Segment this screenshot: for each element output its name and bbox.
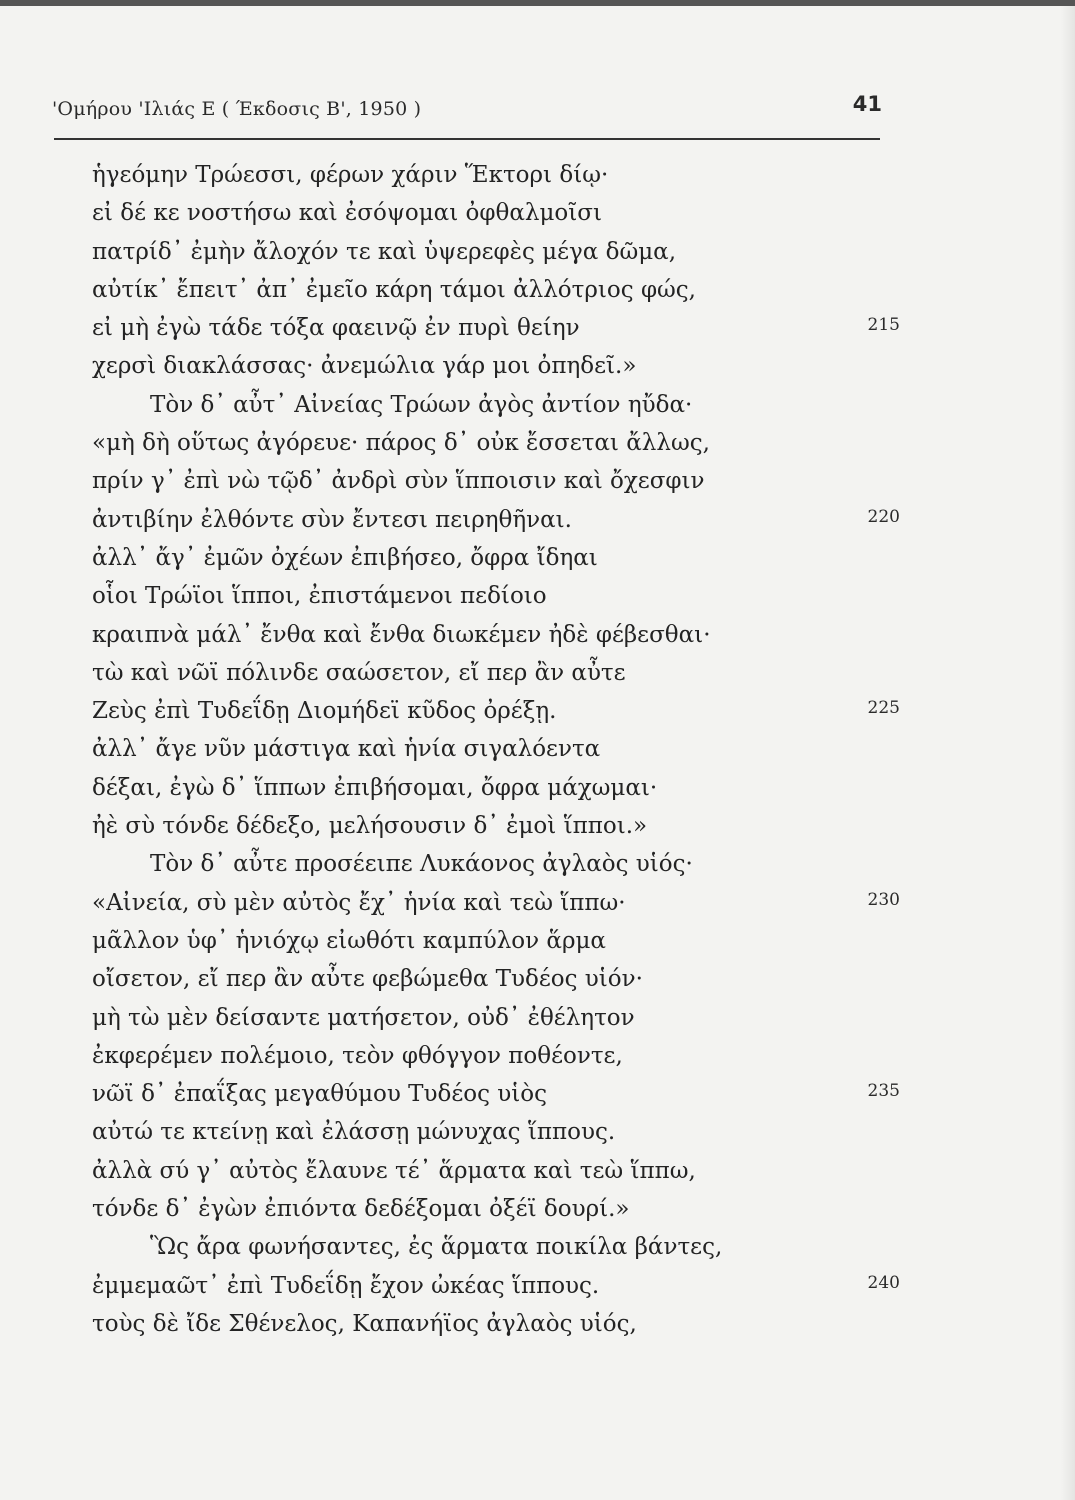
verse-block <box>0 158 1075 1345</box>
line-number: 230 <box>867 889 900 910</box>
scan-top-edge <box>0 0 1075 6</box>
verse-text: Τὸν δ᾽ αὖτ᾽ Αἰνείας Τρώων ἀγὸς ἀντίον ηὔδα· <box>150 391 693 418</box>
verse-line <box>0 541 1075 579</box>
verse-line <box>0 426 1075 464</box>
verse-line <box>0 273 1075 311</box>
verse-text: νῶϊ δ᾽ ἐπαΐξας μεγαθύμου Τυδέος υἱὸς <box>92 1081 548 1108</box>
line-number: 220 <box>867 506 900 527</box>
verse-line <box>0 847 1075 885</box>
verse-line <box>0 656 1075 694</box>
verse-text: εἰ δέ κε νοστήσω καὶ ἐσόψομαι ὀφθαλμοῖσι <box>92 200 602 227</box>
verse-line <box>0 464 1075 502</box>
verse-line <box>0 1154 1075 1192</box>
verse-text: τόνδε δ᾽ ἐγὼν ἐπιόντα δεδέξομαι ὀξέϊ δουρί.» <box>92 1196 630 1223</box>
verse-line <box>0 771 1075 809</box>
verse-text: ἀλλ᾽ ἄγε νῦν μάστιγα καὶ ἡνία σιγαλόεντα <box>92 736 601 763</box>
verse-text: χερσὶ διακλάσσας· ἀνεμώλια γάρ μοι ὀπηδεῖ.» <box>92 353 637 380</box>
verse-text: ἐμμεμαῶτ᾽ ἐπὶ Τυδεΐδῃ ἔχον ὠκέας ἵππους. <box>92 1272 600 1299</box>
verse-line <box>0 196 1075 234</box>
verse-line <box>0 579 1075 617</box>
verse-text: τοὺς δὲ ἴδε Σθένελος, Καπανήϊος ἀγλαὸς υἱός, <box>92 1310 637 1337</box>
line-number: 235 <box>867 1081 900 1102</box>
verse-line <box>0 503 1075 541</box>
verse-text: μᾶλλον ὑφ᾽ ἡνιόχῳ εἰωθότι καμπύλον ἅρμα <box>92 927 606 954</box>
page-number: 41 <box>852 92 882 116</box>
verse-text: μὴ τὼ μὲν δείσαντε ματήσετον, οὐδ᾽ ἐθέλητον <box>92 1004 635 1031</box>
verse-line <box>0 886 1075 924</box>
verse-text: ἀντιβίην ἐλθόντε σὺν ἔντεσι πειρηθῆναι. <box>92 506 572 533</box>
verse-text: αὐτίκ᾽ ἔπειτ᾽ ἀπ᾽ ἐμεῖο κάρη τάμοι ἀλλότριος φώς, <box>92 276 696 303</box>
verse-line <box>0 924 1075 962</box>
verse-text: κραιπνὰ μάλ᾽ ἔνθα καὶ ἔνθα διωκέμεν ἠδὲ φέβεσθαι· <box>92 621 711 648</box>
verse-text: ἠὲ σὺ τόνδε δέδεξο, μελήσουσιν δ᾽ ἐμοὶ ἵπποι.» <box>92 813 648 840</box>
line-number: 240 <box>867 1272 900 1293</box>
verse-text: ἀλλὰ σύ γ᾽ αὐτὸς ἔλαυνε τέ᾽ ἅρματα καὶ τεὼ ἵππω, <box>92 1157 696 1184</box>
verse-line <box>0 1115 1075 1153</box>
verse-line <box>0 349 1075 387</box>
verse-text: ἐκφερέμεν πολέμοιο, τεὸν φθόγγον ποθέοντε, <box>92 1042 623 1069</box>
running-header-title: 'Ομήρου 'Ιλιάς Ε ( Έκδοσις Β', 1950 ) <box>52 98 422 120</box>
header-rule <box>54 138 880 140</box>
verse-line <box>0 962 1075 1000</box>
running-header <box>52 92 882 132</box>
verse-text: Ὣς ἄρα φωνήσαντες, ἐς ἅρματα ποικίλα βάντες, <box>150 1234 723 1261</box>
verse-line <box>0 1001 1075 1039</box>
verse-text: «Αἰνεία, σὺ μὲν αὐτὸς ἔχ᾽ ἡνία καὶ τεὼ ἵππω· <box>92 889 626 916</box>
verse-line <box>0 158 1075 196</box>
verse-text: οἷοι Τρώϊοι ἵπποι, ἐπιστάμενοι πεδίοιο <box>92 583 547 610</box>
verse-line <box>0 1039 1075 1077</box>
verse-line <box>0 694 1075 732</box>
verse-text: ἀλλ᾽ ἄγ᾽ ἐμῶν ὀχέων ἐπιβήσεο, ὄφρα ἴδηαι <box>92 544 598 571</box>
verse-text: δέξαι, ἐγὼ δ᾽ ἵππων ἐπιβήσομαι, ὄφρα μάχωμαι· <box>92 774 658 801</box>
verse-text: εἰ μὴ ἐγὼ τάδε τόξα φαεινῷ ἐν πυρὶ θείην <box>92 315 580 342</box>
verse-line <box>0 809 1075 847</box>
verse-line <box>0 1192 1075 1230</box>
verse-line <box>0 1307 1075 1345</box>
verse-line <box>0 1269 1075 1307</box>
verse-text: Τὸν δ᾽ αὖτε προσέειπε Λυκάονος ἀγλαὸς υἱός· <box>150 851 693 878</box>
verse-text: αὐτώ τε κτείνῃ καὶ ἐλάσσῃ μώνυχας ἵππους. <box>92 1119 616 1146</box>
verse-text: Ζεὺς ἐπὶ Τυδεΐδῃ Διομήδεϊ κῦδος ὀρέξῃ. <box>92 698 557 725</box>
verse-text: οἴσετον, εἴ περ ἂν αὖτε φεβώμεθα Τυδέος υἱόν· <box>92 966 643 993</box>
verse-text: τὼ καὶ νῶϊ πόλινδε σαώσετον, εἴ περ ἂν αὖτε <box>92 659 626 686</box>
verse-text: «μὴ δὴ οὕτως ἀγόρευε· πάρος δ᾽ οὐκ ἔσσεται ἄλλως, <box>92 430 710 457</box>
verse-line <box>0 388 1075 426</box>
verse-text: πρίν γ᾽ ἐπὶ νὼ τῷδ᾽ ἀνδρὶ σὺν ἵπποισιν καὶ ὄχεσφιν <box>92 468 705 495</box>
verse-line <box>0 1077 1075 1115</box>
verse-line <box>0 732 1075 770</box>
verse-line <box>0 235 1075 273</box>
line-number: 215 <box>867 315 900 336</box>
verse-line <box>0 618 1075 656</box>
verse-text: πατρίδ᾽ ἐμὴν ἄλοχόν τε καὶ ὑψερεφὲς μέγα δῶμα, <box>92 238 677 265</box>
verse-line <box>0 1230 1075 1268</box>
verse-text: ἡγεόμην Τρώεσσι, φέρων χάριν Ἕκτορι δίῳ· <box>92 162 609 188</box>
verse-line <box>0 311 1075 349</box>
line-number: 225 <box>867 698 900 719</box>
